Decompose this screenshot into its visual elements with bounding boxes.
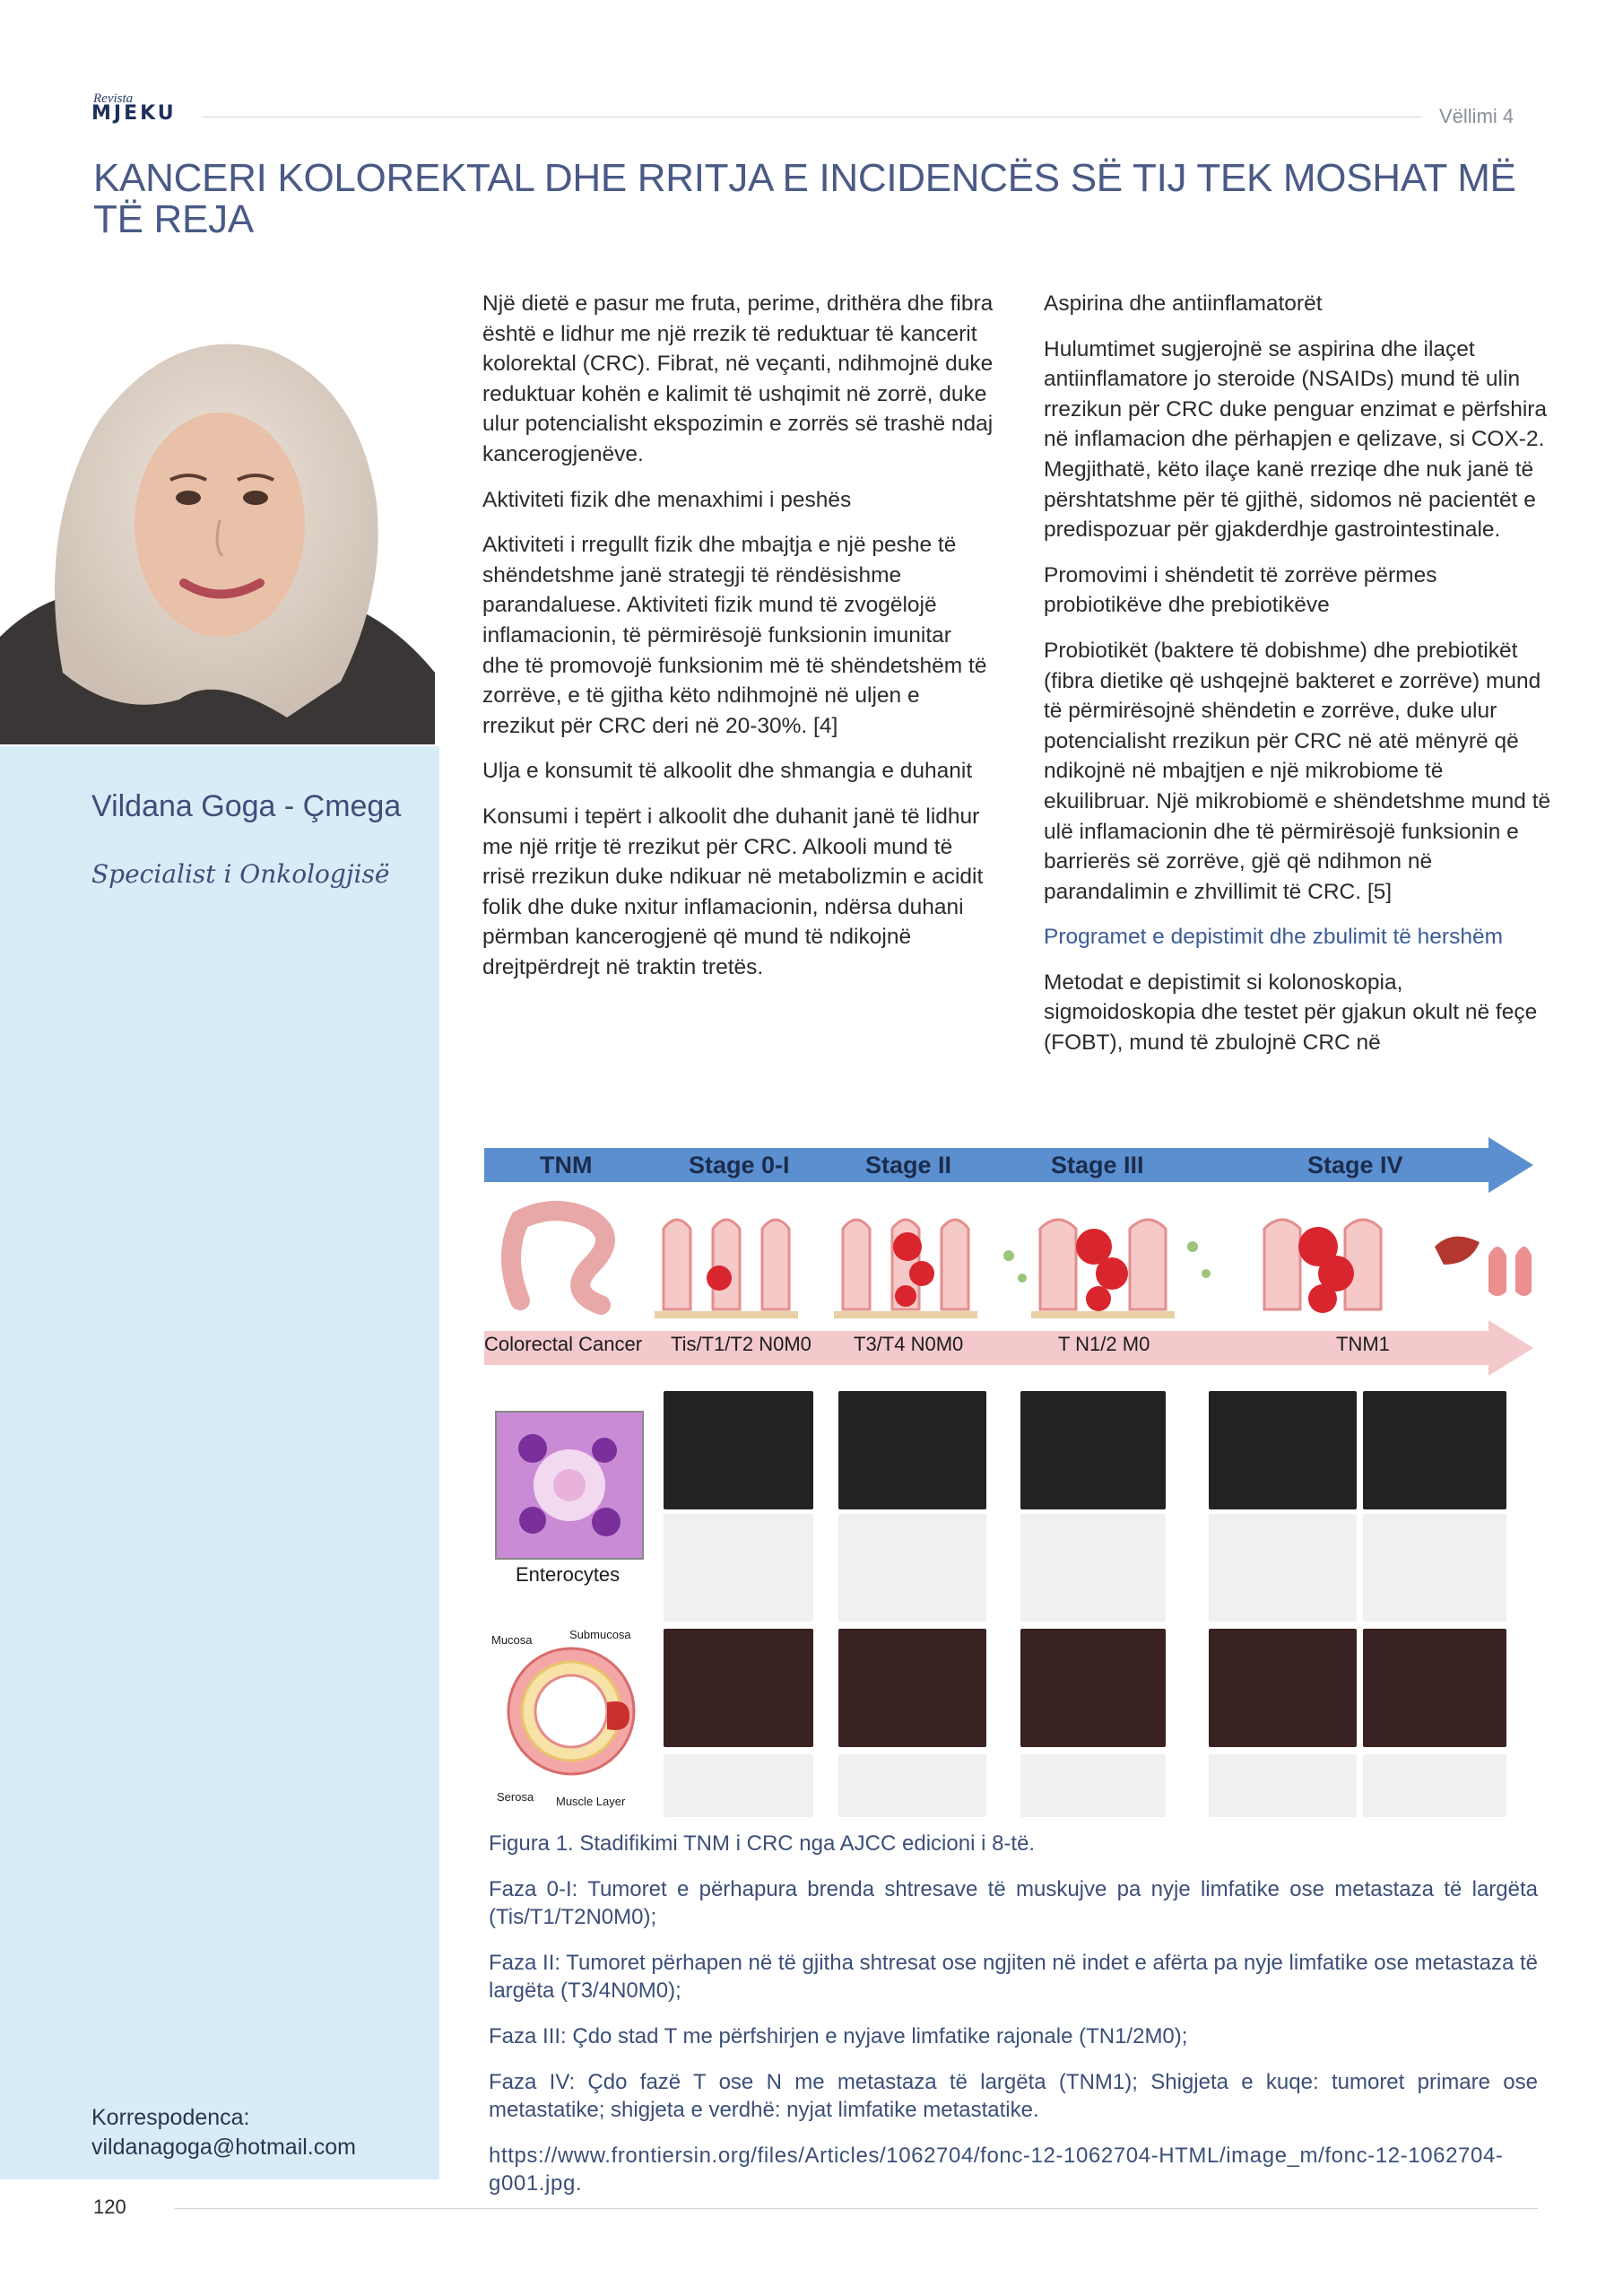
tumor-progression-illustration xyxy=(484,1193,1533,1318)
mucosa-label: Mucosa xyxy=(491,1633,533,1647)
stage-label-0-1: Stage 0-I xyxy=(689,1152,790,1178)
petct-scan-stage1 xyxy=(664,1629,813,1747)
petct-scan-stage2 xyxy=(838,1629,986,1747)
stage-label-4: Stage IV xyxy=(1307,1152,1403,1178)
caption-title: Figura 1. Stadifikimi TNM i CRC nga AJCC edicioni i 8-të. xyxy=(489,1831,1036,1856)
correspondence-label: Korrespodenca: xyxy=(91,2105,250,2130)
pet-scan-stage1 xyxy=(664,1514,813,1622)
ct-scan-stage4-lung xyxy=(1209,1391,1357,1509)
pet-scan-stage2 xyxy=(838,1514,986,1622)
caption-stage1: Faza 0-I: Tumoret e përhapura brenda shtresave të muskujve pa nyje limfatike ose metastaza të largëta (Tis/T1/T2N0M0); xyxy=(489,1877,1538,1929)
paragraph: Probiotikët (baktere të dobishme) dhe prebiotikët (fibra dietike që ushqejnë bakteret e zorrëve) mund të përmirësojnë shëndetin e zorrëve, duke ulur potencialisht rrezikun për CRC në atë mënyrë që ndikojnë në mbajtjen e një mikrobiome të ekuilibruar. Një mikrobiomë e shëndetshme mund të ulë inflamacionin dhe të përmirësojë funksionin e barrierës së zorrëve, gjë që ndihmon në parandalimin e zhvillimit të CRC. [5] xyxy=(1044,638,1551,904)
colon-wall-diagram xyxy=(495,1626,647,1805)
enterocytes-label: Enterocytes xyxy=(516,1563,621,1586)
journal-logo: MJEKU xyxy=(91,102,177,125)
journal-logo-small: Revista xyxy=(93,91,134,106)
volume-label: Vëllimi 4 xyxy=(1439,105,1515,127)
mip-scan-stage3 xyxy=(1020,1754,1166,1817)
mip-scan-stage4-liver xyxy=(1363,1754,1506,1817)
article-title: KANCERI KOLOREKTAL DHE RRITJA E INCIDENCËS SË TIJ TEK MOSHAT MË TË REJA xyxy=(93,156,1516,241)
caption-stage4: Faza IV: Çdo fazë T ose N me metastaza të largëta (TNM1); Shigjeta e kuqe: tumoret primare ose metastatike; shigjeta e verdhë: nyjat limfatike metastatike. xyxy=(489,2070,1538,2122)
figure-captions xyxy=(489,1830,1538,2215)
tnm-label-stage2: T3/T4 N0M0 xyxy=(854,1333,964,1355)
pet-scan-stage4-lung xyxy=(1209,1514,1357,1622)
pet-scan-stage3 xyxy=(1020,1514,1166,1622)
source-url[interactable]: https://www.frontiersin.org/files/Articles/1062704/fonc-12-1062704-HTML/image_m/fonc-12-1062704-g001.jpg. xyxy=(489,2144,1504,2196)
caption-stage2: Faza II: Tumoret përhapen në të gjitha shtresat ose ngjiten në indet e afërta pa nyje limfatike ose metastaza të largëta (T3/4N0M0); xyxy=(489,1951,1539,2003)
stage-label-3: Stage III xyxy=(1051,1152,1144,1178)
caption-stage3: Faza III: Çdo stad T me përfshirjen e nyjave limfatike rajonale (TN1/2M0); xyxy=(489,2024,1188,2048)
stage-label-2: Stage II xyxy=(865,1152,952,1178)
footer-divider xyxy=(175,2208,1538,2209)
text-column-left xyxy=(482,289,994,997)
author-name: Vildana Goga - Çmega xyxy=(91,789,402,823)
submucosa-label: Submucosa xyxy=(569,1628,631,1641)
paragraph: Konsumi i tepërt i alkoolit dhe duhanit janë të lidhur me një rritje të rrezikut për CRC. Alkooli mund të rrisë rrezikun duke ndikuar në metabolizmin e acidit folik dhe duke nxitur inflamacionin, ndërsa duhani përmban kancerogjenë që mund të ndikojnë drejtpërdrejt në traktin tretës. xyxy=(482,804,984,979)
author-photo xyxy=(0,296,435,744)
tnm-label-stage1: Tis/T1/T2 N0M0 xyxy=(671,1333,812,1355)
tnm-label-stage4: TNM1 xyxy=(1336,1333,1390,1355)
subheading: Ulja e konsumit të alkoolit dhe shmangia e duhanit xyxy=(482,759,973,784)
subheading: Aspirina dhe antiinflamatorët xyxy=(1044,291,1323,316)
subheading: Promovimi i shëndetit të zorrëve përmes probiotikëve dhe prebiotikëve xyxy=(1044,562,1437,618)
subheading: Programet e depistimit dhe zbulimit të hershëm xyxy=(1044,925,1503,950)
ct-scan-stage2 xyxy=(838,1391,986,1509)
petct-scan-stage4-lung xyxy=(1209,1629,1357,1747)
page-number: 120 xyxy=(93,2196,126,2218)
ct-scan-stage4-liver xyxy=(1363,1391,1506,1509)
petct-scan-stage4-liver xyxy=(1363,1629,1506,1747)
author-sidebar xyxy=(0,746,439,2179)
subheading: Aktiviteti fizik dhe menaxhimi i peshës xyxy=(482,487,852,512)
mip-scan-stage2 xyxy=(838,1754,986,1817)
enterocytes-histology xyxy=(495,1411,644,1560)
correspondence xyxy=(91,2103,356,2162)
mip-scan-stage4-lung xyxy=(1209,1754,1357,1817)
author-role: Specialist i Onkologjisë xyxy=(91,859,390,889)
tnm-staging-figure xyxy=(484,1137,1533,1819)
paragraph: Aktiviteti i rregullt fizik dhe mbajtja e një peshe të shëndetshme janë strategji të rëndësishme parandaluese. Aktiviteti fizik mund të zvogëlojë inflamacionin, të përmirësojë funksionin imunitar dhe të promovojë funksionim më të shëndetshëm të zorrëve, e të gjitha këto ndihmojnë në uljen e rrezikut për CRC deri në 20-30%. [4] xyxy=(482,533,987,738)
mip-scan-stage1 xyxy=(664,1754,813,1817)
stage-label-tnm: TNM xyxy=(540,1152,593,1178)
serosa-label: Serosa xyxy=(497,1790,534,1804)
paragraph: Hulumtimet sugjerojnë se aspirina dhe ilaçet antiinflamatore jo steroide (NSAIDs) mund të ulin rrezikun për CRC duke penguar enzimat e përfshira në inflamacion dhe përhapjen e qelizave, si COX-2. Megjithatë, këto ilaçe kanë rreziqe dhe nuk janë të përshtatshme për të gjithë, sidomos në pacientët e predispozuar për gjakderdhje gastrointestinale. xyxy=(1044,336,1548,543)
muscle-layer-label: Muscle Layer xyxy=(556,1795,626,1808)
pet-scan-stage4-liver xyxy=(1363,1514,1506,1622)
tnm-label-stage3: T N1/2 M0 xyxy=(1058,1333,1150,1355)
ct-scan-stage1 xyxy=(664,1391,813,1509)
paragraph: Një dietë e pasur me fruta, perime, drithëra dhe fibra është e lidhur me një rrezik të reduktuar të kancerit kolorektal (CRC). Fibrat, në veçanti, ndihmojnë duke reduktuar kohën e kalimit të ushqimit në zorrë, duke ulur potencialisht ekspozimin e zorrës së trashë ndaj kancerogjenëve. xyxy=(482,291,994,466)
paragraph: Metodat e depistimit si kolonoskopia, sigmoidoskopia dhe testet për gjakun okult në feçe (FOBT), mund të zbulojnë CRC në xyxy=(1044,970,1538,1056)
ct-scan-stage3 xyxy=(1020,1391,1166,1509)
tnm-label-crc: Colorectal Cancer xyxy=(484,1333,643,1355)
petct-scan-stage3 xyxy=(1020,1629,1166,1747)
author-email[interactable]: vildanagoga@hotmail.com xyxy=(91,2135,356,2160)
text-column-right xyxy=(1044,289,1555,1074)
